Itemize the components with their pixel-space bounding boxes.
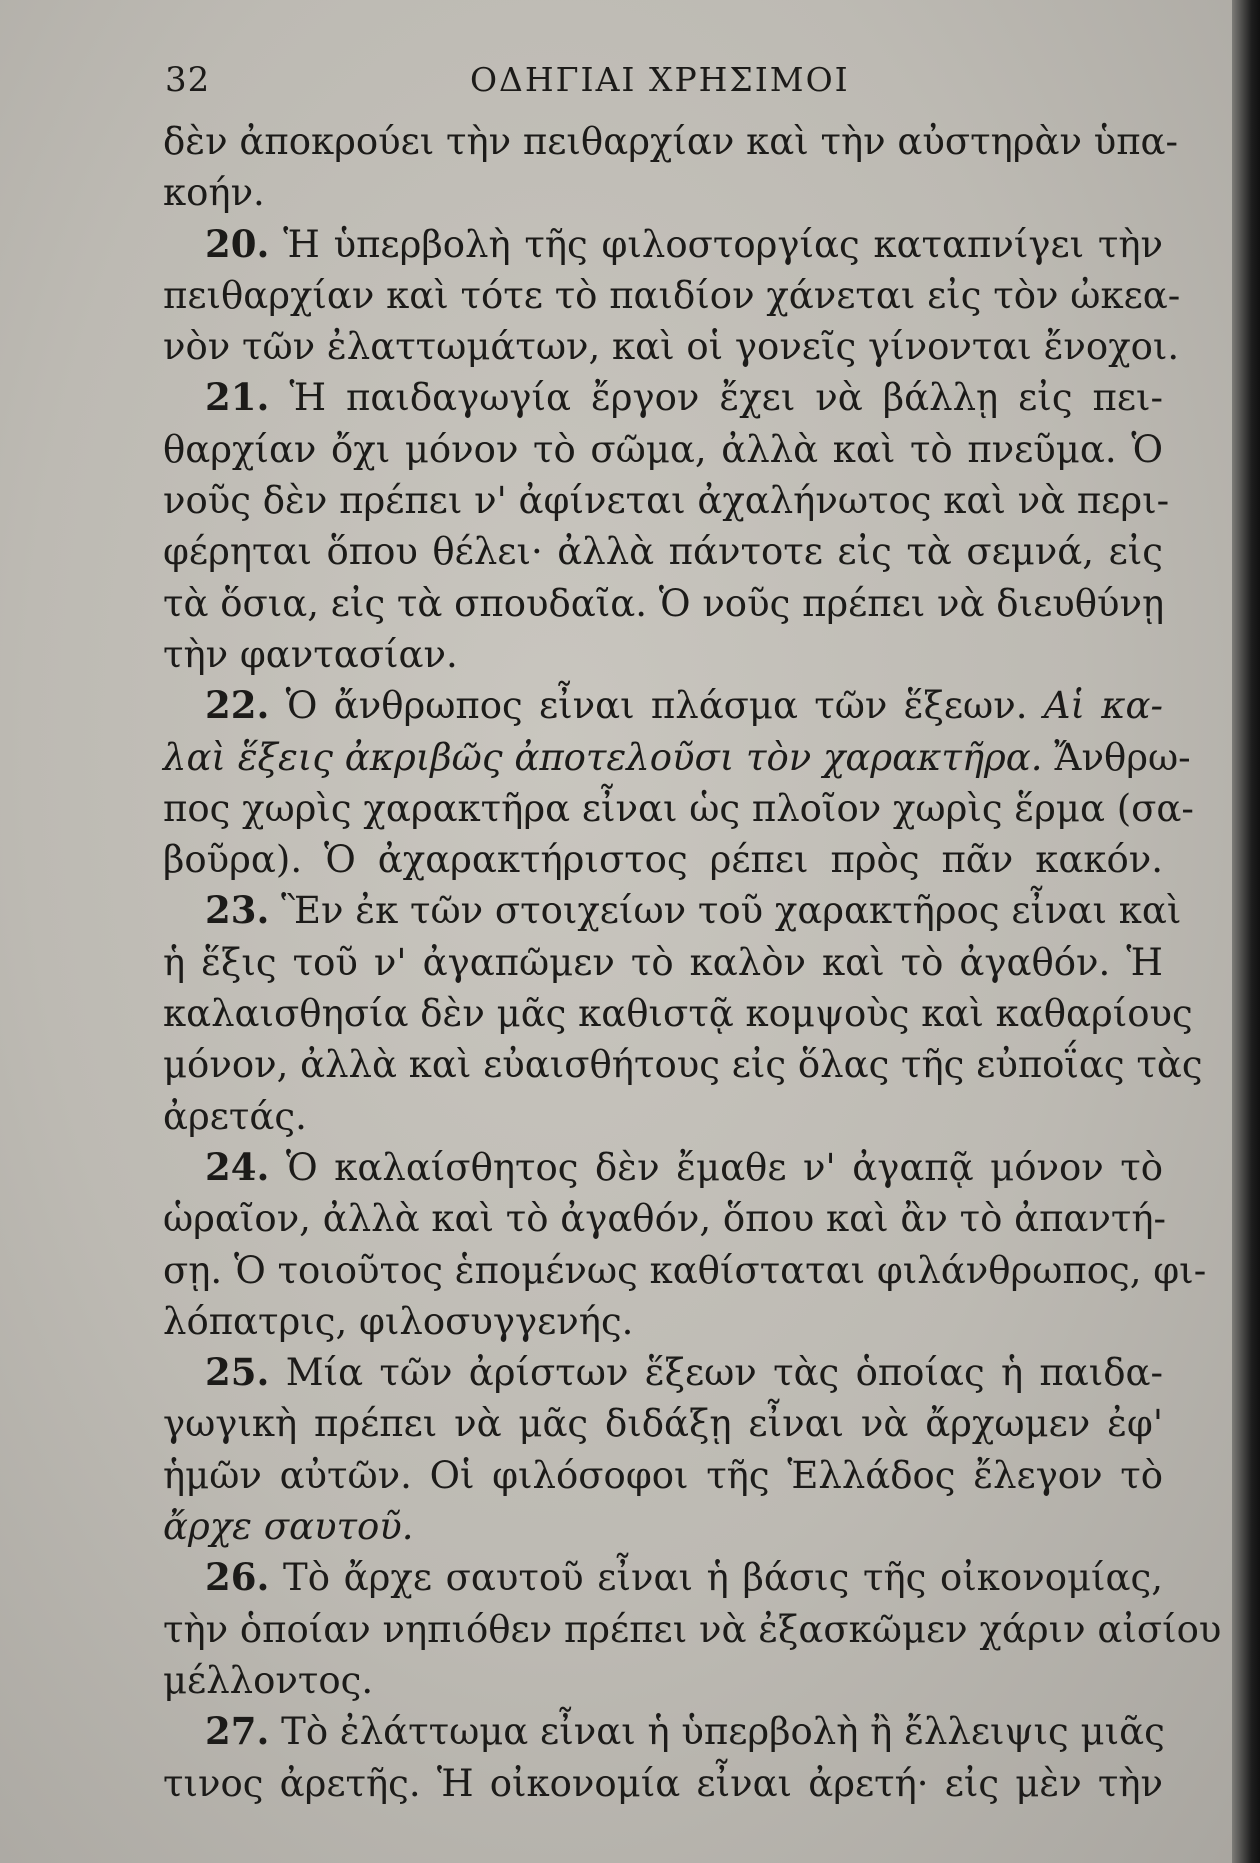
text-line: τινος ἀρετῆς. Ἡ οἰκονομία εἶναι ἀρετή· εἰς μὲν τὴν <box>163 1761 1163 1805</box>
italic-text: λαὶ ἕξεις ἀκριβῶς ἀποτελοῦσι τὸν χαρακτῆρα. <box>163 735 1043 779</box>
text-line: λαὶ ἕξεις ἀκριβῶς ἀποτελοῦσι τὸν χαρακτῆρα. Ἄνθρω- <box>163 735 1191 779</box>
paragraph-24-start: 24. Ὁ καλαίσθητος δὲν ἔμαθε ν' ἀγαπᾷ μόνον τὸ <box>205 1144 1164 1189</box>
running-title: ΟΔΗΓΙΑΙ ΧΡΗΣΙΜΟΙ <box>470 60 850 99</box>
paragraph-23-start: 23. Ἓν ἐκ τῶν στοιχείων τοῦ χαρακτῆρος εἶναι καὶ <box>205 888 1182 933</box>
text-line: γωγικὴ πρέπει νὰ μᾶς διδάξῃ εἶναι νὰ ἄρχωμεν ἐφ' <box>163 1402 1163 1446</box>
paragraph-number: 21. <box>205 375 270 420</box>
page-header <box>165 60 1165 120</box>
paragraph-26-start: 26. Τὸ ἄρχε σαυτοῦ εἶναι ἡ βάσις τῆς οἰκονομίας, <box>205 1555 1163 1600</box>
paragraph-number: 25. <box>205 1350 270 1395</box>
paragraph-number: 24. <box>205 1144 270 1189</box>
text-line: πειθαρχίαν καὶ τότε τὸ παιδίον χάνεται εἰς τὸν ὠκεα- <box>163 273 1181 317</box>
page-number: 32 <box>165 60 211 100</box>
book-gutter-shadow <box>1232 0 1260 1863</box>
paragraph-number: 23. <box>205 888 270 933</box>
paragraph-number: 26. <box>205 1555 270 1600</box>
text-line: νὸν τῶν ἐλαττωμάτων, καὶ οἱ γονεῖς γίνονται ἔνοχοι. <box>163 325 1180 369</box>
text-line: μόνον, ἀλλὰ καὶ εὐαισθήτους εἰς ὅλας τῆς εὐποΐας τὰς <box>163 1043 1203 1087</box>
text-line: τὰ ὅσια, εἰς τὰ σπουδαῖα. Ὁ νοῦς πρέπει νὰ διευθύνῃ <box>163 581 1165 625</box>
italic-text: ἄρχε σαυτοῦ. <box>163 1505 414 1549</box>
paragraph-22-start: 22. Ὁ ἄνθρωπος εἶναι πλάσμα τῶν ἕξεων. Αἱ κα- <box>205 683 1163 728</box>
paragraph-27-start: 27. Τὸ ἐλάττωμα εἶναι ἡ ὑπερβολὴ ἢ ἔλλειψις μιᾶς <box>205 1709 1165 1754</box>
paragraph-20-start: 20. Ἡ ὑπερβολὴ τῆς φιλοστοργίας καταπνίγει τὴν <box>205 221 1164 266</box>
text-line: ἡμῶν αὐτῶν. Οἱ φιλόσοφοι τῆς Ἑλλάδος ἔλεγον τὸ <box>163 1453 1163 1497</box>
text-line: ἀρετάς. <box>163 1094 307 1138</box>
text-line: μέλλοντος. <box>163 1658 374 1702</box>
text-line: καλαισθησία δὲν μᾶς καθιστᾷ κομψοὺς καὶ καθαρίους <box>163 992 1193 1036</box>
paragraph-number: 22. <box>205 683 270 728</box>
body-text <box>163 116 1222 1809</box>
text-line: τὴν ὁποίαν νηπιόθεν πρέπει νὰ ἐξασκῶμεν χάριν αἰσίου <box>163 1607 1222 1651</box>
paragraph-21-start: 21. Ἡ παιδαγωγία ἔργον ἔχει νὰ βάλλῃ εἰς πει- <box>205 375 1163 420</box>
text-line: πος χωρὶς χαρακτῆρα εἶναι ὡς πλοῖον χωρὶς ἕρμα (σα- <box>163 786 1194 830</box>
text-line: βοῦρα). Ὁ ἀχαρακτήριστος ρέπει πρὸς πᾶν κακόν. <box>163 838 1163 882</box>
text-line: κοήν. <box>163 171 265 215</box>
paragraph-25-start: 25. Μία τῶν ἀρίστων ἕξεων τὰς ὁποίας ἡ παιδα- <box>205 1350 1164 1395</box>
text-line: ὡραῖον, ἀλλὰ καὶ τὸ ἀγαθόν, ὅπου καὶ ἂν τὸ ἀπαντή- <box>163 1197 1167 1241</box>
italic-text: Αἱ κα- <box>1043 684 1163 728</box>
text-line: τὴν φαντασίαν. <box>163 632 458 676</box>
paragraph-number: 20. <box>205 221 270 266</box>
text-line: νοῦς δὲν πρέπει ν' ἀφίνεται ἀχαλήνωτος καὶ νὰ περι- <box>163 479 1170 523</box>
text-line: δὲν ἀποκρούει τὴν πειθαρχίαν καὶ τὴν αὐστηρὰν ὑπα- <box>163 120 1179 163</box>
text-line <box>163 1501 1163 1552</box>
paragraph-number: 27. <box>205 1709 270 1754</box>
text-line: λόπατρις, φιλοσυγγενής. <box>163 1299 634 1343</box>
text-line: σῃ. Ὁ τοιοῦτος ἑπομένως καθίσταται φιλάνθρωπος, φι- <box>163 1248 1207 1292</box>
text-line: θαρχίαν ὄχι μόνον τὸ σῶμα, ἀλλὰ καὶ τὸ πνεῦμα. Ὁ <box>163 427 1163 471</box>
text-line: φέρηται ὅπου θέλει· ἀλλὰ πάντοτε εἰς τὰ σεμνά, εἰς <box>163 530 1163 574</box>
text-line: ἡ ἕξις τοῦ ν' ἀγαπῶμεν τὸ καλὸν καὶ τὸ ἀγαθόν. Ἡ <box>163 940 1163 984</box>
